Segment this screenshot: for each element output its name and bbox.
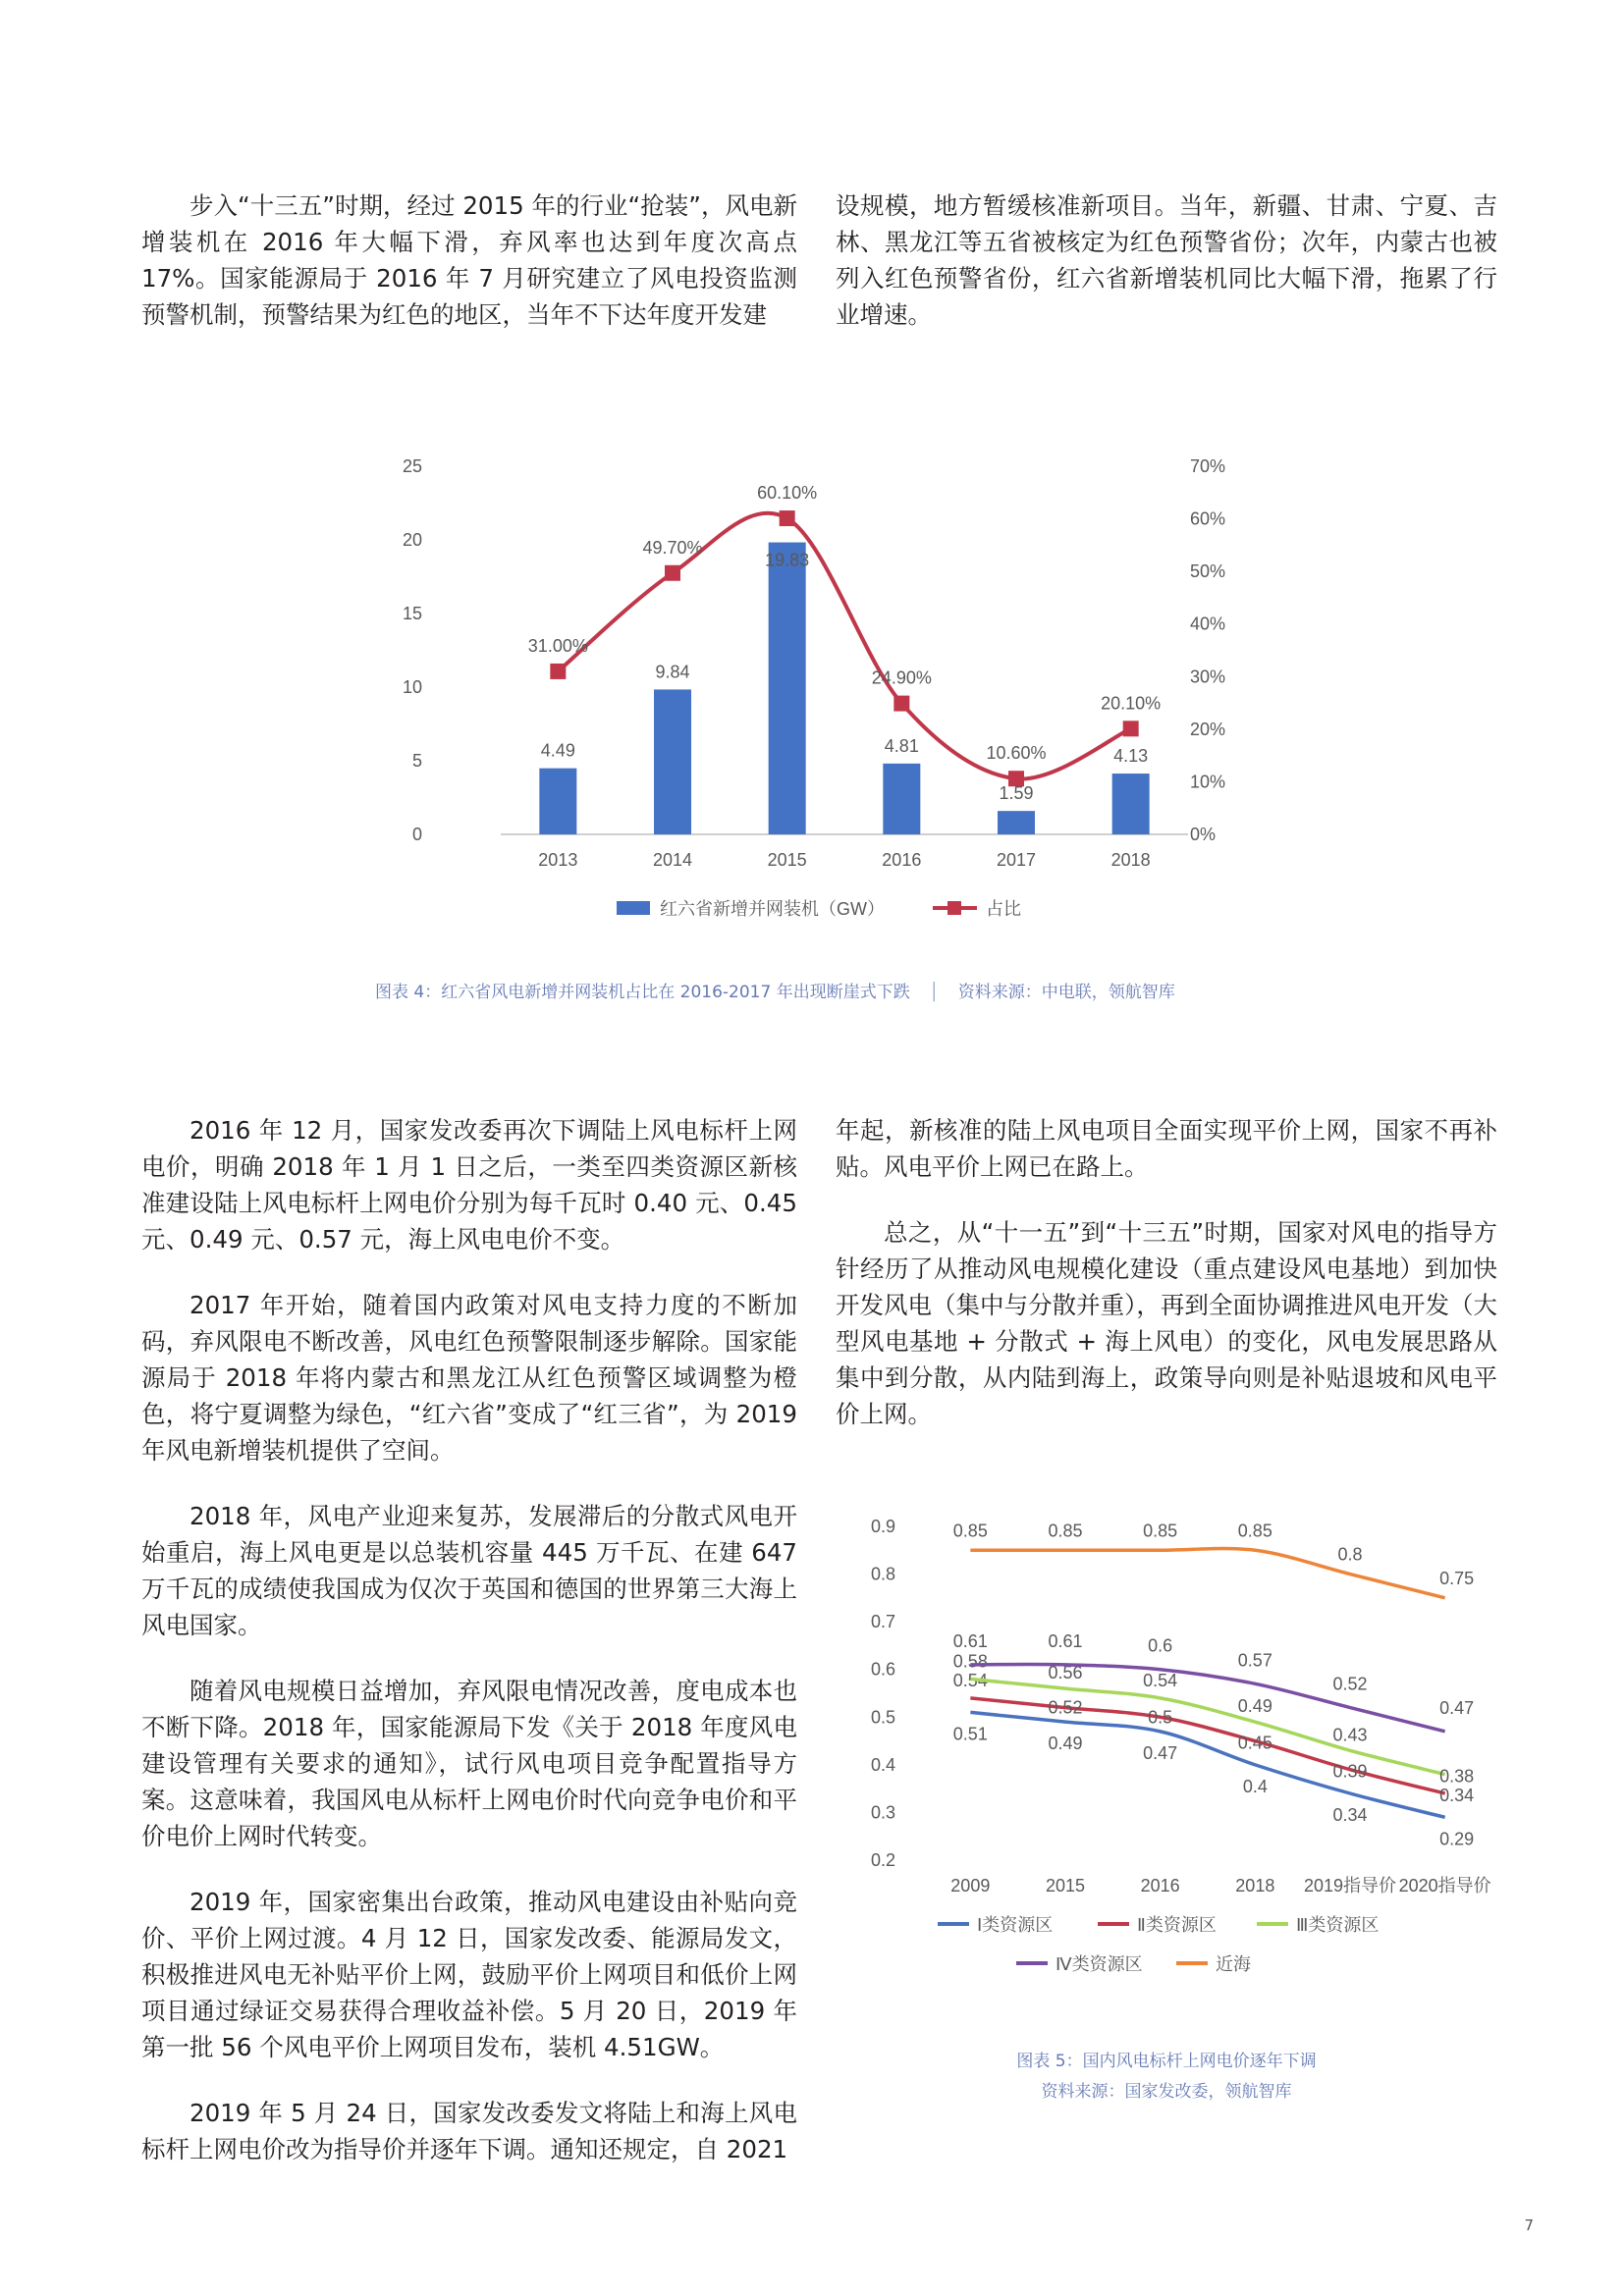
x-tick-label: 2016	[1140, 1876, 1180, 1896]
legend-label: Ⅳ类资源区	[1056, 1954, 1143, 1974]
bar-data-label: 4.81	[884, 735, 919, 756]
line-marker	[780, 510, 795, 526]
line-data-label: 0.58	[952, 1651, 988, 1672]
caption-title: 图表 5：国内风电标杆上网电价逐年下调	[1016, 2052, 1317, 2071]
caption-source: 资料来源：国家发改委，领航智库	[1041, 2082, 1292, 2102]
line-data-label: 0.52	[1332, 1674, 1368, 1694]
caption-separator: │	[929, 983, 940, 1002]
y-left-tick-label: 25	[402, 456, 422, 476]
line-marker	[665, 565, 680, 581]
x-tick-label: 2015	[767, 850, 807, 870]
y-left-tick-label: 10	[402, 677, 422, 697]
series-line	[970, 1664, 1444, 1731]
page-number: 7	[1524, 2216, 1534, 2234]
paragraph-text: 总之，从“十一五”到“十三五”时期，国家对风电的指导方针经历了从推动风电规模化建设（重点建设风电基地）到加快开发风电（集中与分散并重），再到全面协调推进风电开发（大型风电基地 + 分散式 + 海上风电）的变化，风电发展思路从集中到分散，从内陆到海上，政策导向则是补贴退坡和风电平价上网。	[836, 1218, 1497, 1428]
y-left-tick-label: 5	[411, 751, 422, 771]
paragraph-column-right	[836, 1112, 1497, 1432]
legend-label: 近海	[1216, 1954, 1251, 1974]
paragraph-block-top-left	[141, 187, 797, 333]
paragraph-text: 年起，新核准的陆上风电项目全面实现平价上网，国家不再补贴。风电平价上网已在路上。	[836, 1116, 1497, 1181]
y-right-tick-label: 30%	[1190, 667, 1226, 687]
legend-label: 红六省新增并网装机（GW）	[660, 899, 885, 919]
line-data-label: 0.47	[1439, 1697, 1475, 1718]
bar-data-label: 19.83	[765, 550, 810, 570]
paragraph-text: 设规模，地方暂缓核准新项目。当年，新疆、甘肃、宁夏、吉林、黑龙江等五省被核定为红色预警省份；次年，内蒙古也被列入红色预警省份，红六省新增装机同比大幅下滑，拖累了行业增速。	[836, 191, 1497, 329]
paragraph-text: 2018 年，风电产业迎来复苏，发展滞后的分散式风电开始重启，海上风电更是以总装机容量 445 万千瓦、在建 647 万千瓦的成绩使我国成为仅次于英国和德国的世界第三大海上风电国家。	[141, 1502, 797, 1639]
y-tick-label: 0.4	[870, 1754, 895, 1775]
y-left-tick-label: 15	[402, 604, 422, 623]
legend-line-marker	[947, 901, 961, 915]
bar	[883, 764, 920, 834]
bar	[769, 543, 806, 834]
legend-label: 占比	[986, 899, 1021, 919]
legend-label: Ⅱ类资源区	[1137, 1915, 1217, 1935]
bar-data-label: 1.59	[999, 783, 1034, 804]
bar	[654, 689, 691, 834]
x-tick-label: 2013	[538, 850, 578, 870]
caption-title: 图表 4：红六省风电新增并网装机占比在 2016-2017 年出现断崖式下跌	[375, 983, 910, 1002]
series-line	[970, 1548, 1444, 1597]
line-data-label: 60.10%	[757, 483, 818, 504]
line-data-label: 0.6	[1148, 1635, 1173, 1656]
x-tick-label: 2018	[1235, 1876, 1275, 1896]
y-tick-label: 0.2	[870, 1850, 895, 1870]
y-tick-label: 0.8	[870, 1564, 895, 1584]
legend-label: Ⅲ类资源区	[1296, 1915, 1380, 1935]
line-data-label: 31.00%	[527, 635, 588, 656]
line-data-label: 0.61	[1048, 1630, 1083, 1651]
x-tick-label: 2015	[1045, 1876, 1086, 1896]
line-data-label: 0.85	[1237, 1521, 1272, 1541]
line-marker	[550, 664, 566, 679]
line-data-label: 10.60%	[986, 743, 1047, 764]
y-right-tick-label: 60%	[1190, 508, 1226, 529]
legend-bar-swatch	[617, 901, 650, 915]
x-tick-label: 2020指导价	[1398, 1876, 1491, 1896]
line-data-label: 0.39	[1332, 1761, 1368, 1782]
line-data-label: 0.38	[1439, 1766, 1475, 1787]
line-data-label: 0.8	[1337, 1544, 1363, 1565]
paragraph-text: 2019 年，国家密集出台政策，推动风电建设由补贴向竞价、平价上网过渡。4 月 12 日，国家发改委、能源局发文，积极推进风电无补贴平价上网，鼓励平价上网项目和低价上网项目通过绿证交易获得合理收益补偿。5 月 20 日，2019 年第一批 56 个风电平价上网项目发布，装机 4.51GW。	[141, 1888, 797, 2061]
line-data-label: 0.5	[1148, 1707, 1173, 1728]
line-data-label: 0.34	[1332, 1805, 1368, 1825]
bar-data-label: 4.49	[540, 740, 575, 761]
line-data-label: 24.90%	[871, 667, 932, 688]
chart-wind-tariff	[844, 1507, 1512, 1998]
line-marker	[893, 696, 909, 712]
bar	[1112, 774, 1150, 834]
bar	[998, 811, 1035, 834]
figure-4-caption	[375, 978, 1175, 1002]
line-data-label: 0.85	[952, 1521, 988, 1541]
y-tick-label: 0.6	[870, 1659, 895, 1680]
y-right-tick-label: 40%	[1190, 614, 1226, 634]
y-tick-label: 0.3	[870, 1802, 895, 1823]
line-data-label: 0.29	[1439, 1829, 1475, 1849]
x-tick-label: 2017	[996, 850, 1037, 870]
x-tick-label: 2009	[950, 1876, 991, 1896]
line-data-label: 0.52	[1048, 1697, 1083, 1718]
y-tick-label: 0.5	[870, 1707, 895, 1728]
line-data-label: 20.10%	[1101, 693, 1162, 714]
line-data-label: 0.43	[1332, 1725, 1368, 1745]
line-data-label: 0.61	[952, 1630, 988, 1651]
y-right-tick-label: 0%	[1190, 825, 1217, 844]
y-left-tick-label: 20	[402, 530, 422, 550]
line-data-label: 0.4	[1242, 1776, 1268, 1796]
x-tick-label: 2019指导价	[1303, 1876, 1397, 1896]
line-data-label: 0.54	[952, 1670, 988, 1690]
line-marker	[1123, 721, 1139, 736]
bar-data-label: 4.13	[1113, 746, 1149, 767]
x-tick-label: 2014	[652, 850, 693, 870]
y-tick-label: 0.7	[870, 1612, 895, 1632]
line-data-label: 0.49	[1237, 1696, 1272, 1717]
paragraph-text: 2016 年 12 月，国家发改委再次下调陆上风电标杆上网电价，明确 2018 年 1 月 1 日之后，一类至四类资源区新核准建设陆上风电标杆上网电价分别为每千瓦时 0.40 元、0.45 元、0.49 元、0.57 元，海上风电电价不变。	[141, 1116, 797, 1254]
paragraph-column-left	[141, 1112, 797, 2167]
line-data-label: 0.47	[1143, 1742, 1178, 1763]
bar-data-label: 9.84	[655, 662, 690, 682]
line-data-label: 0.51	[952, 1724, 988, 1744]
line-data-label: 49.70%	[642, 537, 703, 558]
figure-5-caption	[836, 2047, 1497, 2102]
line-data-label: 0.45	[1237, 1733, 1272, 1753]
x-tick-label: 2018	[1110, 850, 1151, 870]
y-right-tick-label: 50%	[1190, 561, 1226, 582]
y-right-tick-label: 10%	[1190, 772, 1226, 792]
line-data-label: 0.56	[1048, 1663, 1083, 1683]
line-data-label: 0.85	[1143, 1521, 1178, 1541]
y-tick-label: 0.9	[870, 1517, 895, 1536]
line-data-label: 0.57	[1237, 1650, 1272, 1671]
paragraph-text: 随着风电规模日益增加，弃风限电情况改善，度电成本也不断下降。2018 年，国家能源局下发《关于 2018 年度风电建设管理有关要求的通知》，试行风电项目竞争配置指导方案。这意味着，我国风电从标杆上网电价时代向竞争电价和平价电价上网时代转变。	[141, 1677, 797, 1850]
legend-label: Ⅰ类资源区	[977, 1915, 1054, 1935]
x-tick-label: 2016	[882, 850, 922, 870]
y-right-tick-label: 20%	[1190, 719, 1226, 739]
bar	[539, 769, 576, 834]
paragraph-text: 步入“十三五”时期，经过 2015 年的行业“抢装”，风电新增装机在 2016 年大幅下滑，弃风率也达到年度次高点 17%。国家能源局于 2016 年 7 月研究建立了风电投资监测预警机制，预警结果为红色的地区，当年不下达年度开发建	[141, 191, 797, 329]
y-right-tick-label: 70%	[1190, 456, 1226, 476]
y-left-tick-label: 0	[411, 825, 422, 844]
chart-wind-capacity-share	[373, 442, 1257, 933]
caption-source: 资料来源：中电联，领航智库	[957, 983, 1175, 1002]
paragraph-block-top-right	[836, 187, 1497, 333]
line-data-label: 0.34	[1439, 1786, 1475, 1805]
paragraph-text: 2017 年开始，随着国内政策对风电支持力度的不断加码，弃风限电不断改善，风电红色预警限制逐步解除。国家能源局于 2018 年将内蒙古和黑龙江从红色预警区域调整为橙色，将宁夏调整为绿色，“红六省”变成了“红三省”，为 2019 年风电新增装机提供了空间。	[141, 1291, 797, 1465]
line-data-label: 0.75	[1439, 1568, 1475, 1588]
paragraph-text: 2019 年 5 月 24 日，国家发改委发文将陆上和海上风电标杆上网电价改为指导价并逐年下调。通知还规定，自 2021	[141, 2099, 797, 2163]
line-data-label: 0.54	[1143, 1670, 1178, 1690]
line-data-label: 0.85	[1048, 1521, 1083, 1541]
line-data-label: 0.49	[1048, 1734, 1083, 1754]
